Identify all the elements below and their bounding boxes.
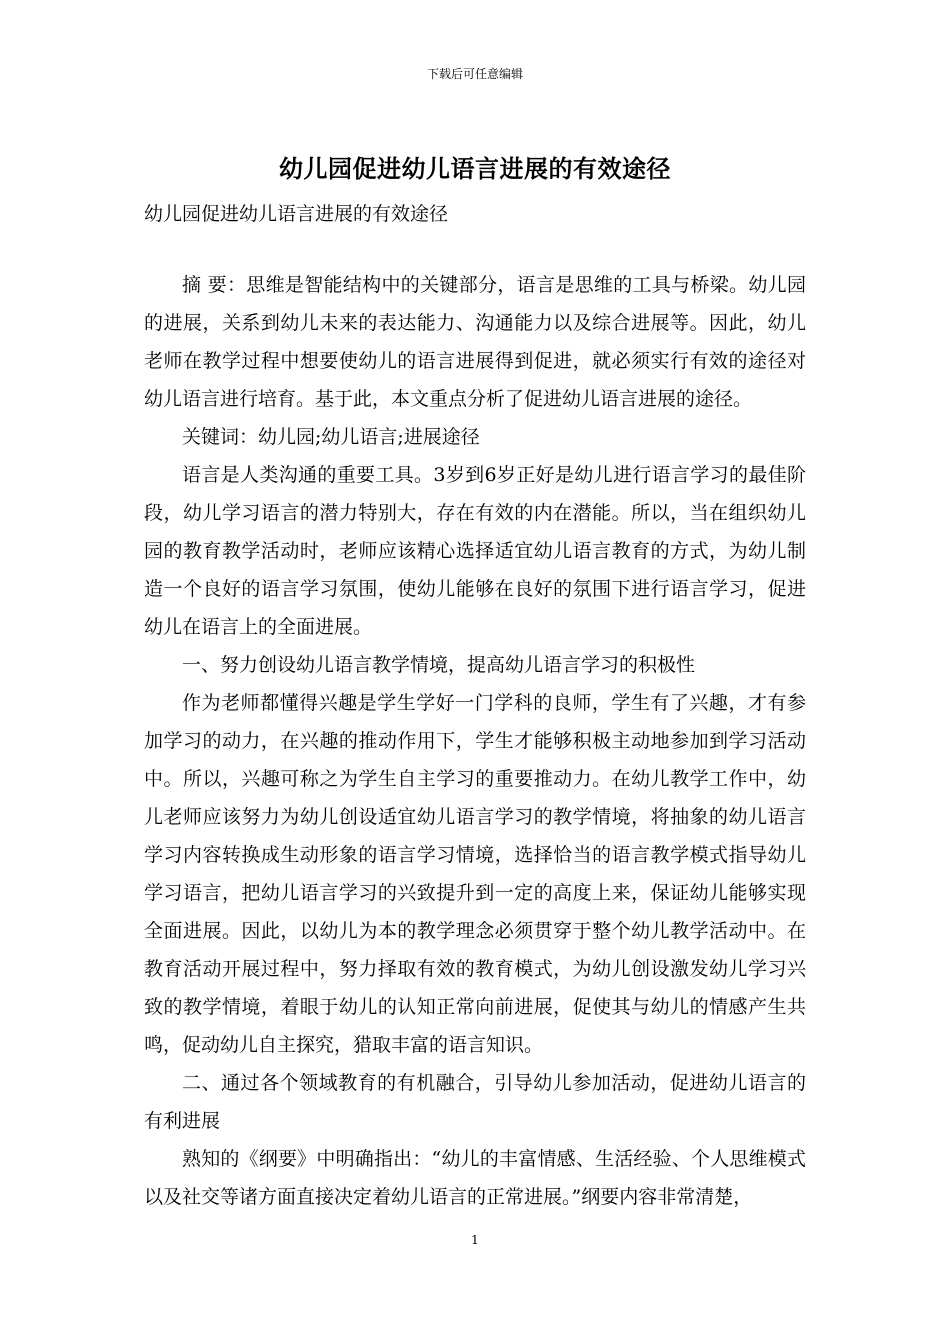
section-two-paragraph: 熟知的《纲要》中明确指出：“幼儿的丰富情感、生活经验、个人思维模式以及社交等诸方面直接决定着幼儿语言的正常进展。”纲要内容非常清楚， <box>144 1148 806 1208</box>
document-subtitle: 幼儿园促进幼儿语言进展的有效途径 <box>144 203 449 225</box>
intro-paragraph: 语言是人类沟通的重要工具。3岁到6岁正好是幼儿进行语言学习的最佳阶段，幼儿学习语言的潜力特别大，存在有效的内在潜能。所以，当在组织幼儿园的教育教学活动时，老师应该精心选择适宜幼儿语言教育的方式，为幼儿制造一个良好的语言学习氛围，使幼儿能够在良好的氛围下进行语言学习，促进幼儿在语言上的全面进展。 <box>144 464 806 638</box>
section-one-heading: 一、努力创设幼儿语言教学情境，提高幼儿语言学习的积极性 <box>182 654 696 676</box>
section-two-heading: 二、通过各个领域教育的有机融合，引导幼儿参加活动，促进幼儿语言的有利进展 <box>144 1072 806 1132</box>
section-one-paragraph: 作为老师都懂得兴趣是学生学好一门学科的良师，学生有了兴趣，才有参加学习的动力，在兴趣的推动作用下，学生才能够积极主动地参加到学习活动中。所以，兴趣可称之为学生自主学习的重要推动力。在幼儿教学工作中，幼儿老师应该努力为幼儿创设适宜幼儿语言学习的教学情境，将抽象的幼儿语言学习内容转换成生动形象的语言学习情境，选择恰当的语言教学模式指导幼儿学习语言，把幼儿语言学习的兴致提升到一定的高度上来，保证幼儿能够实现全面进展。因此，以幼儿为本的教学理念必须贯穿于整个幼儿教学活动中。在教育活动开展过程中，努力择取有效的教育模式，为幼儿创设激发幼儿学习兴致的教学情境，着眼于幼儿的认知正常向前进展，促使其与幼儿的情感产生共鸣，促动幼儿自主探究，猎取丰富的语言知识。 <box>144 692 806 1056</box>
abstract-paragraph: 摘 要：思维是智能结构中的关键部分，语言是思维的工具与桥梁。幼儿园的进展，关系到幼儿未来的表达能力、沟通能力以及综合进展等。因此，幼儿老师在教学过程中想要使幼儿的语言进展得到促进，就必须实行有效的途径对幼儿语言进行培育。基于此，本文重点分析了促进幼儿语言进展的途径。 <box>144 274 806 410</box>
page-number: 1 <box>471 1233 479 1247</box>
page-header-note: 下载后可任意编辑 <box>426 67 523 81</box>
document-title: 幼儿园促进幼儿语言进展的有效途径 <box>279 154 671 183</box>
keywords-paragraph: 关键词：幼儿园;幼儿语言;进展途径 <box>182 426 480 448</box>
document-body <box>144 266 806 1216</box>
